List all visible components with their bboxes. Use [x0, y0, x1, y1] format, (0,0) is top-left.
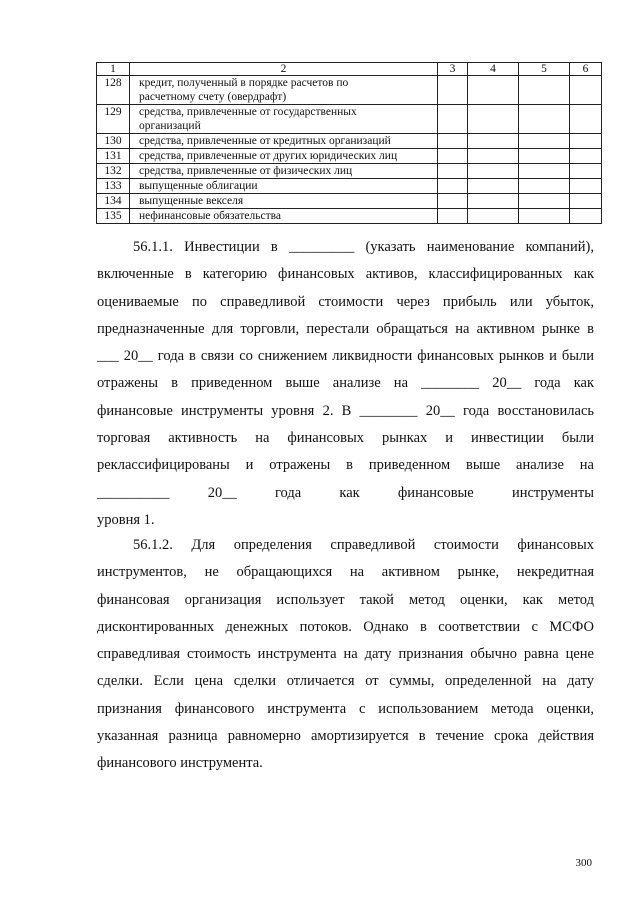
table-cell — [519, 209, 570, 224]
table-row — [97, 105, 602, 134]
table-cell — [468, 194, 519, 209]
paragraph-line: уровня 1. — [97, 511, 155, 528]
row-number: 133 — [97, 179, 130, 194]
column-header: 3 — [438, 63, 468, 76]
paragraph-line: включенные в категорию финансовых активов, классифицированных как — [97, 266, 594, 283]
row-label: средства, привлеченные от других юридических лиц — [130, 149, 438, 164]
paragraph-56-1-2 — [97, 532, 594, 778]
row-number: 131 — [97, 149, 130, 164]
paragraph-line: 56.1.1. Инвестиции в _________ (указать наименование компаний), — [133, 239, 594, 255]
table-cell — [468, 179, 519, 194]
row-label-line: расчетному счету (овердрафт) — [139, 91, 287, 103]
table-cell — [519, 134, 570, 149]
table-cell — [519, 179, 570, 194]
row-number: 130 — [97, 134, 130, 149]
table-cell — [519, 149, 570, 164]
table-cell — [570, 179, 602, 194]
table-cell — [438, 105, 468, 134]
table-cell — [438, 209, 468, 224]
financial-liabilities-table — [96, 62, 602, 224]
column-header: 1 — [97, 63, 130, 76]
column-header: 4 — [468, 63, 519, 76]
table-cell — [438, 134, 468, 149]
row-label — [130, 105, 438, 134]
table-cell — [570, 134, 602, 149]
table-cell — [468, 105, 519, 134]
row-number: 128 — [97, 76, 130, 105]
column-header: 6 — [570, 63, 602, 76]
table-cell — [519, 105, 570, 134]
row-number: 135 — [97, 209, 130, 224]
row-label: выпущенные облигации — [130, 179, 438, 194]
paragraph-line: 56.1.2. Для определения справедливой стоимости финансовых — [133, 537, 594, 553]
column-header: 2 — [130, 63, 438, 76]
table-row — [97, 209, 602, 224]
table-cell — [438, 164, 468, 179]
table-cell — [570, 149, 602, 164]
table-row — [97, 76, 602, 105]
page-number: 300 — [575, 857, 592, 869]
row-label-line: организаций — [139, 120, 201, 132]
paragraph-line: __________ 20__ года как финансовые инструменты — [97, 484, 594, 501]
paragraph-line: ___ 20__ года в связи со снижением ликвидности финансовых рынков и были — [97, 348, 594, 365]
table-header-row — [97, 63, 602, 76]
row-label: нефинансовые обязательства — [130, 209, 438, 224]
table-row — [97, 194, 602, 209]
paragraph-line: финансовые инструменты уровня 2. В ________ 20__ года восстановилась — [97, 402, 594, 419]
table-row — [97, 134, 602, 149]
paragraph-line: сделки. Если цена сделки отличается от суммы, определенной на дату — [97, 673, 594, 690]
row-label: средства, привлеченные от физических лиц — [130, 164, 438, 179]
table-cell — [570, 76, 602, 105]
paragraph-line: отражены в приведенном выше анализе на ________ 20__ года как — [97, 375, 594, 392]
column-header: 5 — [519, 63, 570, 76]
paragraph-line: признания финансового инструмента с использованием метода оценки, — [97, 700, 594, 717]
row-label: средства, привлеченные от кредитных организаций — [130, 134, 438, 149]
table-cell — [468, 209, 519, 224]
table-cell — [438, 179, 468, 194]
paragraph-56-1-1 — [97, 234, 594, 534]
row-number: 129 — [97, 105, 130, 134]
table-cell — [519, 164, 570, 179]
table-cell — [438, 194, 468, 209]
table-cell — [570, 209, 602, 224]
table-cell — [519, 194, 570, 209]
paragraph-line: предназначенные для торговли, перестали обращаться на активном рынке в — [97, 320, 594, 337]
table-cell — [570, 194, 602, 209]
table-cell — [468, 164, 519, 179]
table-row — [97, 179, 602, 194]
paragraph-line: инструментов, не обращающихся на активном рынке, некредитная — [97, 564, 594, 581]
row-number: 132 — [97, 164, 130, 179]
table-cell — [519, 76, 570, 105]
table-row — [97, 149, 602, 164]
row-label — [130, 76, 438, 105]
paragraph-line: оцениваемые по справедливой стоимости через прибыль или убыток, — [97, 293, 594, 310]
table-cell — [438, 76, 468, 105]
table-row — [97, 164, 602, 179]
paragraph-line: финансовая организация использует такой метод оценки, как метод — [97, 591, 594, 608]
paragraph-line: справедливая стоимость инструмента на дату признания обычно равна цене — [97, 646, 594, 663]
row-label: выпущенные векселя — [130, 194, 438, 209]
paragraph-line: указанная разница равномерно амортизируется в течение срока действия — [97, 728, 594, 745]
table-cell — [468, 134, 519, 149]
table-cell — [468, 149, 519, 164]
table-cell — [468, 76, 519, 105]
table-cell — [570, 105, 602, 134]
row-label-line: кредит, полученный в порядке расчетов по — [139, 77, 349, 89]
paragraph-line: финансового инструмента. — [97, 755, 263, 772]
paragraph-line: торговая активность на финансовых рынках и инвестиции были — [97, 430, 594, 447]
row-label-line: средства, привлеченные от государственных — [139, 106, 357, 118]
paragraph-line: реклассифицированы и отражены в приведенном выше анализе на — [97, 457, 594, 474]
row-number: 134 — [97, 194, 130, 209]
table-cell — [570, 164, 602, 179]
table-cell — [438, 149, 468, 164]
paragraph-line: дисконтированных денежных потоков. Однако в соответствии с МСФО — [97, 618, 594, 635]
